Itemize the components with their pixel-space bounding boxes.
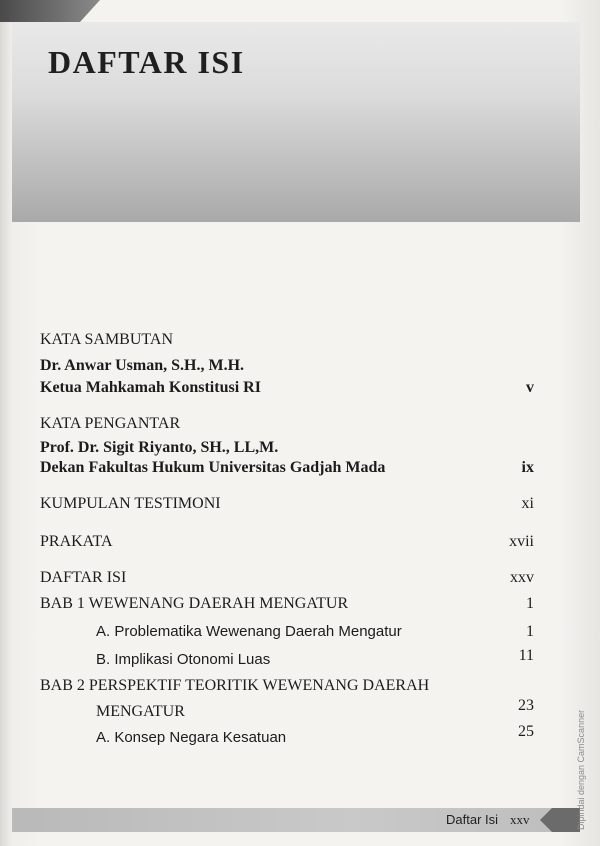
toc-kata-sambutan-heading: KATA SAMBUTAN <box>40 331 174 348</box>
toc-bab1-entry <box>40 594 540 614</box>
toc-bab2-label-line1: BAB 2 PERSPEKTIF TEORITIK WEWENANG DAERAH <box>40 677 430 694</box>
toc-bab1-label: BAB 1 WEWENANG DAERAH MENGATUR <box>40 595 349 612</box>
toc-kata-sambutan-page: v <box>526 379 534 396</box>
toc-daftar-isi-page: xxv <box>510 569 534 586</box>
toc-bab2-entry <box>40 697 540 722</box>
toc-kata-pengantar-name: Prof. Dr. Sigit Riyanto, SH., LL,M. <box>40 439 279 456</box>
toc-kata-pengantar-role: Dekan Fakultas Hukum Universitas Gadjah Mada <box>40 459 386 476</box>
toc-bab2-label-line2: MENGATUR <box>96 703 185 720</box>
toc-prakata-entry <box>40 532 540 552</box>
toc-testimoni-page: xi <box>521 495 534 512</box>
toc-bab1-section-b-page: 11 <box>518 647 534 664</box>
page-title: DAFTAR ISI <box>48 44 245 80</box>
scanner-watermark: Dipindai dengan CamScanner <box>576 709 586 830</box>
toc-kata-pengantar-page: ix <box>521 459 534 476</box>
toc-daftar-isi-entry <box>40 568 540 588</box>
toc-bab2-section-a-label: A. Konsep Negara Kesatuan <box>96 729 287 746</box>
footer-label: Daftar Isi <box>446 812 499 827</box>
toc-kata-pengantar-entry <box>40 458 540 478</box>
toc-kata-pengantar-heading: KATA PENGANTAR <box>40 415 181 432</box>
toc-kata-sambutan-name: Dr. Anwar Usman, S.H., M.H. <box>40 357 245 374</box>
toc-testimoni-entry <box>40 494 540 514</box>
toc-daftar-isi-label: DAFTAR ISI <box>40 569 127 586</box>
toc-bab2-page: 23 <box>518 697 534 714</box>
toc-prakata-label: PRAKATA <box>40 533 113 550</box>
toc-bab1-section-b <box>96 647 540 670</box>
toc-bab1-section-a <box>96 622 540 642</box>
toc-bab1-section-b-label: B. Implikasi Otonomi Luas <box>96 651 271 668</box>
toc-testimoni-label: KUMPULAN TESTIMONI <box>40 495 221 512</box>
toc-kata-sambutan-entry <box>40 378 540 398</box>
toc-bab1-page: 1 <box>526 595 534 612</box>
toc-bab1-section-a-page: 1 <box>526 623 534 640</box>
footer-page-number: xxv <box>510 812 530 827</box>
toc-bab2-section-a-page: 25 <box>518 723 534 740</box>
toc-bab2-section-a <box>96 723 540 748</box>
toc-kata-sambutan-role: Ketua Mahkamah Konstitusi RI <box>40 379 261 396</box>
toc-bab1-section-a-label: A. Problematika Wewenang Daerah Mengatur <box>96 623 402 640</box>
toc-prakata-page: xvii <box>509 533 534 550</box>
